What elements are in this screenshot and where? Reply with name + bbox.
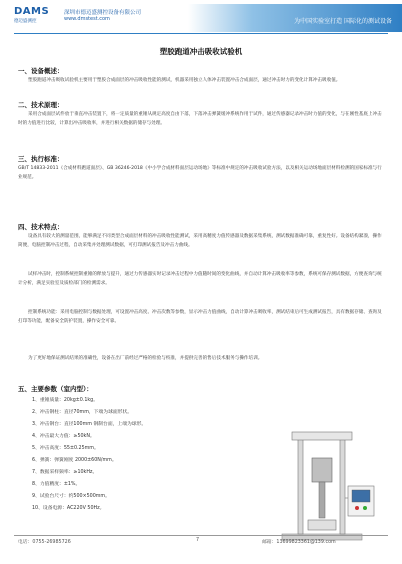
company-name: 深圳市德迈盛测控设备有限公司 bbox=[64, 10, 142, 16]
document-title: 塑胶跑道冲击吸收试验机 bbox=[159, 47, 243, 56]
section-text-features-3: 控制系统功能：采用电脑控制与数据处理，可设置冲击高度、冲击次数等参数，显示冲击力值曲线，自动计算冲击吸收率，测试结束后可生成测试报告，具有数据存储、查询及打印等功能，配备安全防护装置，操作安全可靠。 bbox=[18, 310, 382, 325]
spec-item: 8、力值精度：±1%。 bbox=[32, 482, 81, 487]
section-text-features-1: 设备具有较大的测量范围，能够满足不同类型合成面层材料的冲击吸收性能测试，采用高精度力值传感器及数据采集系统，测试数据准确可靠，重复性好。设备结构紧凑，操作简便，电脑控制冲击过程，自动采集并处理测试数据，可打印测试报告及冲击力曲线。 bbox=[18, 234, 382, 249]
spec-item: 5、冲击高度：55±0.25mm。 bbox=[32, 446, 99, 451]
spec-item: 3、冲击钢台：直径100mm 钢制台面，上端为球形。 bbox=[32, 422, 147, 427]
page-number: 7 bbox=[196, 538, 200, 543]
spec-item: 7、数据采样频率：≥10kHz。 bbox=[32, 470, 98, 475]
section-text-principle: 采用合成面层试件放于垂直冲击装置下，将一定质量的重锤从规定高度自由下落，下落冲击弹簧缓冲系统作用于试件，通过传感器记录冲击时力值的变化，与在刚性基底上冲击时的力值进行比较，计算出冲击吸收率，并进行相关数据的储存与处理。 bbox=[18, 112, 382, 127]
section-text-overview: 塑胶跑道冲击吸收试验机主要用于塑胶合成面层的冲击吸收性能的测试，机器采用独立人体冲击装置冲击合成面层，通过冲击时力的变化计算冲击吸收值。 bbox=[28, 78, 341, 83]
footer-phone: 电话：0755-26985726 bbox=[18, 540, 71, 545]
logo-subtitle: 德迈盛测控 bbox=[14, 19, 37, 24]
company-logo bbox=[14, 6, 58, 28]
company-website: www.dmstest.com bbox=[64, 16, 110, 22]
footer-email: 邮箱：13699823361@139.com bbox=[262, 540, 336, 545]
machine-illustration bbox=[262, 428, 382, 546]
footer-divider bbox=[14, 535, 388, 536]
header-banner bbox=[188, 4, 402, 32]
spec-item: 6、弹簧：弹簧刚度 2000±60N/mm。 bbox=[32, 458, 117, 463]
spec-item: 4、冲击最大力值：≥50kN。 bbox=[32, 434, 95, 439]
header-divider bbox=[14, 33, 388, 34]
spec-item: 2、冲击钢柱：直径70mm，下端为球面形状。 bbox=[32, 410, 133, 415]
section-heading-principle: 二、技术原理： bbox=[18, 101, 64, 109]
header-slogan: 为中国实验室打造 国际化的测试设备 bbox=[294, 18, 392, 25]
spec-item: 1、重锤质量：20kg±0.1kg。 bbox=[32, 398, 99, 403]
page-header bbox=[0, 0, 402, 34]
section-heading-specs: 五、主要参数（室内型）： bbox=[18, 385, 93, 393]
spec-item: 9、试验台尺寸：约500×500mm。 bbox=[32, 494, 110, 499]
section-heading-overview: 一、设备概述： bbox=[18, 67, 64, 75]
section-heading-standards: 三、执行标准： bbox=[18, 155, 64, 163]
spec-item: 10、设备电源：AC220V 50Hz。 bbox=[32, 506, 105, 511]
section-text-features-4: 为了更好地保证测试结果的准确性，设备在出厂前经过严格的检验与校准，并提供完善的售后技术服务与操作培训。 bbox=[28, 356, 263, 361]
logo-text: DAMS bbox=[14, 6, 50, 17]
section-heading-features: 四、技术特点： bbox=[18, 223, 64, 231]
section-text-features-2: 试样冲击时，控制系统控制重锤的释放与提升，通过力传感器实时记录冲击过程中力值随时间的变化曲线，并自动计算冲击吸收率等参数，系统可保存测试数据，方便查询与统计分析，满足实验室及质检部门的检测需求。 bbox=[18, 272, 382, 287]
section-text-standards: GB/T 14833-2011《合成材料跑道面层》、GB 36246-2018《中小学合成材料面层运动场地》等标准中规定的冲击吸收试验方法，以及相关运动场地面层材料检测的国家标准与行业规范。 bbox=[18, 166, 382, 181]
